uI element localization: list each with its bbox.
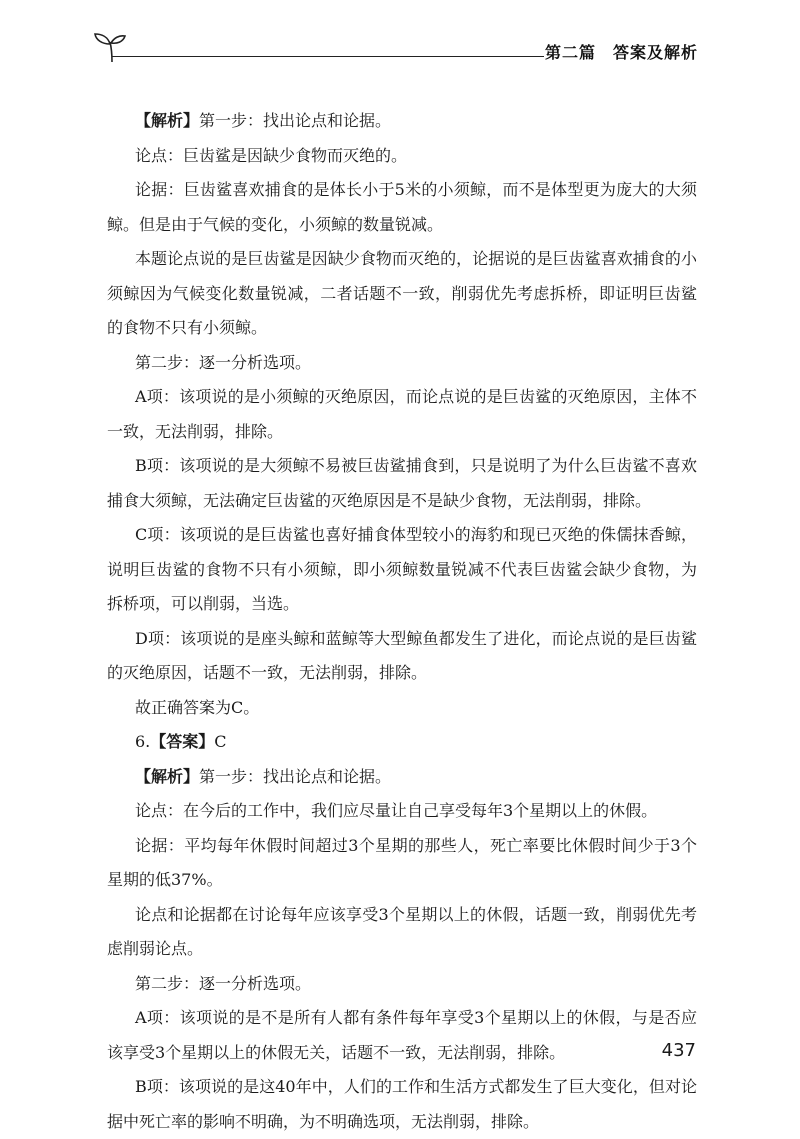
- paragraph: [107, 725, 697, 760]
- paragraph: A项：该项说的是小须鲸的灭绝原因，而论点说的是巨齿鲨的灭绝原因，主体不一致，无法削弱，排除。: [107, 387, 697, 441]
- paragraph-text: 第一步：找出论点和论据。: [199, 766, 392, 786]
- question-number: 6.: [135, 732, 151, 751]
- paragraph: 第二步：逐一分析选项。: [135, 973, 312, 993]
- paragraph: 论据：平均每年休假时间超过3个星期的那些人，死亡率要比休假时间少于3个星期的低37%。: [107, 835, 697, 889]
- page-number: 437: [661, 1040, 696, 1061]
- paragraph: B项：该项说的是这40年中，人们的工作和生活方式都发生了巨大变化，但对论据中死亡率的影响不明确，为不明确选项，无法削弱，排除。: [107, 1077, 697, 1131]
- paragraph: 论点和论据都在讨论每年应该享受3个星期以上的休假，话题一致，削弱优先考虑削弱论点。: [107, 904, 697, 958]
- sprout-icon: [92, 30, 128, 64]
- paragraph: [107, 760, 697, 795]
- page-header: [0, 0, 800, 80]
- paragraph: A项：该项说的是不是所有人都有条件每年享受3个星期以上的休假，与是否应该享受3个星期以上的休假无关，话题不一致，无法削弱，排除。: [107, 1008, 697, 1062]
- section-title: 第二篇 答案及解析: [544, 43, 698, 62]
- paragraph-text: 第一步：找出论点和论据。: [199, 111, 392, 130]
- paragraph: [107, 104, 697, 139]
- paragraph: 故正确答案为C。: [135, 697, 260, 717]
- analysis-tag: 【解析】: [135, 111, 200, 130]
- paragraph: D项：该项说的是座头鲸和蓝鲸等大型鲸鱼都发生了进化，而论点说的是巨齿鲨的灭绝原因，话题不一致，无法削弱，排除。: [107, 628, 697, 682]
- paragraph: 论点：在今后的工作中，我们应尽量让自己享受每年3个星期以上的休假。: [135, 801, 658, 820]
- answer-value: C: [214, 732, 227, 751]
- page-body: [107, 104, 697, 1139]
- answer-tag: 【答案】: [150, 732, 215, 751]
- paragraph: 第二步：逐一分析选项。: [135, 352, 312, 372]
- paragraph: B项：该项说的是大须鲸不易被巨齿鲨捕食到，只是说明了为什么巨齿鲨不喜欢捕食大须鲸，无法确定巨齿鲨的灭绝原因是不是缺少食物，无法削弱，排除。: [107, 456, 697, 510]
- paragraph: 本题论点说的是巨齿鲨是因缺少食物而灭绝的，论据说的是巨齿鲨喜欢捕食的小须鲸因为气候变化数量锐减，二者话题不一致，削弱优先考虑拆桥，即证明巨齿鲨的食物不只有小须鲸。: [107, 249, 697, 337]
- paragraph: 论点：巨齿鲨是因缺少食物而灭绝的。: [135, 145, 408, 165]
- analysis-tag: 【解析】: [135, 766, 200, 786]
- paragraph: 论据：巨齿鲨喜欢捕食的是体长小于5米的小须鲸，而不是体型更为庞大的大须鲸。但是由于气候的变化，小须鲸的数量锐减。: [107, 180, 697, 234]
- paragraph: C项：该项说的是巨齿鲨也喜好捕食体型较小的海豹和现已灭绝的侏儒抹香鲸，说明巨齿鲨的食物不只有小须鲸，即小须鲸数量锐减不代表巨齿鲨会缺少食物，为拆桥项，可以削弱，当选。: [107, 525, 697, 613]
- header-rule: [112, 56, 544, 57]
